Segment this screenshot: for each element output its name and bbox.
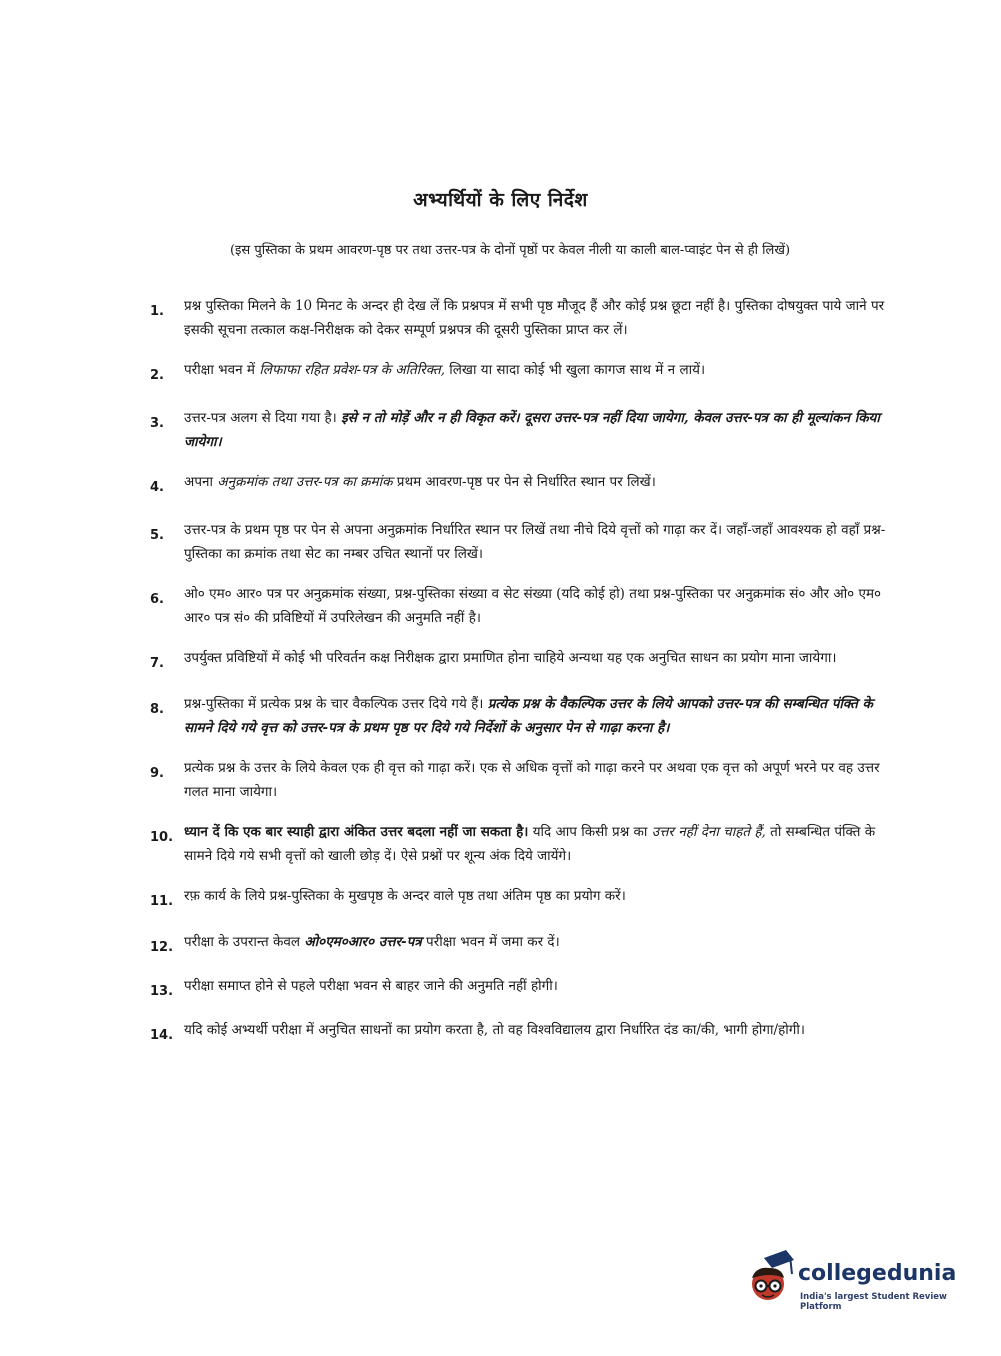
instruction-text: ध्यान दें कि एक बार स्याही द्वारा अंकित उत्तर बदला नहीं जा सकता है। यदि आप किसी प्रश्न का उत्तर नहीं देना चाहते हैं, तो सम्बन्धित पंक्ति के सामने दिये गये सभी वृत्तों को खाली छोड़ दें। ऐसे प्रश्नों पर शून्य अंक दिये जायेंगे। [184,824,876,864]
instruction-text: परीक्षा समाप्त होने से पहले परीक्षा भवन से बाहर जाने की अनुमति नहीं होगी। [184,978,558,994]
instruction-item [150,756,895,804]
instruction-text: उत्तर-पत्र के प्रथम पृष्ठ पर पेन से अपना अनुक्रमांक निर्धारित स्थान पर लिखें तथा नीचे दिये वृत्तों को गाढ़ा कर दें। जहाँ-जहाँ आवश्यक हो वहाँ प्रश्न-पुस्तिका का क्रमांक तथा सेट का नम्बर उचित स्थानों पर लिखें। [184,522,886,562]
instruction-number: 4. [150,480,164,495]
instruction-item [150,930,895,960]
instruction-item [150,974,895,1004]
instruction-item [150,884,895,914]
instruction-text: अपना अनुक्रमांक तथा उत्तर-पत्र का क्रमांक प्रथम आवरण-पृष्ठ पर पेन से निर्धारित स्थान पर लिखें। [184,474,656,490]
instruction-number: 9. [150,766,164,781]
instruction-text: परीक्षा के उपरान्त केवल ओ०एम०आर० उत्तर-पत्र परीक्षा भवन में जमा कर दें। [184,934,560,950]
page-title: अभ्यर्थियों के लिए निर्देश [413,189,588,211]
instruction-text: प्रश्न पुस्तिका मिलने के 10 मिनट के अन्दर ही देख लें कि प्रश्नपत्र में सभी पृष्ठ मौजूद हैं और कोई प्रश्न छूटा नहीं है। पुस्तिका दोषयुक्त पाये जाने पर इसकी सूचना तत्काल कक्ष-निरीक्षक को देकर सम्पूर्ण प्रश्नपत्र की दूसरी पुस्तिका प्राप्त कर लें। [184,298,885,338]
instruction-number: 6. [150,592,164,607]
logo-name: collegedunia [798,1261,957,1286]
instruction-item [150,1018,895,1048]
logo-tagline: India's largest Student Review Platform [800,1292,947,1312]
instruction-text: ओ० एम० आर० पत्र पर अनुक्रमांक संख्या, प्रश्न-पुस्तिका संख्या व सेट संख्या (यदि कोई हो) तथा प्रश्न-पुस्तिका पर अनुक्रमांक सं० और ओ० एम० आर० पत्र सं० की प्रविष्टियों में उपरिलेखन की अनुमति नहीं है। [184,586,882,626]
instruction-item [150,692,895,740]
instruction-item [150,470,895,500]
instruction-item [150,406,895,454]
instruction-text: प्रश्न-पुस्तिका में प्रत्येक प्रश्न के चार वैकल्पिक उत्तर दिये गये हैं। प्रत्येक प्रश्न के वैकल्पिक उत्तर के लिये आपको उत्तर-पत्र की सम्बन्धित पंक्ति के सामने दिये गये वृत्त को उत्तर-पत्र के प्रथम पृष्ठ पर दिये गये निर्देशों के अनुसार पेन से गाढ़ा करना है। [184,696,873,736]
instruction-number: 5. [150,528,164,543]
instruction-item [150,518,895,566]
instruction-item [150,294,895,342]
instruction-number: 3. [150,416,164,431]
instruction-text: उत्तर-पत्र अलग से दिया गया है। इसे न तो मोड़ें और न ही विकृत करें। दूसरा उत्तर-पत्र नहीं दिया जायेगा, केवल उत्तर-पत्र का ही मूल्यांकन किया जायेगा। [184,410,880,450]
instruction-text: उपर्युक्त प्रविष्टियों में कोई भी परिवर्तन कक्ष निरीक्षक द्वारा प्रमाणित होना चाहिये अन्यथा यह एक अनुचित साधन का प्रयोग माना जायेगा। [184,650,837,666]
instruction-item [150,582,895,630]
instruction-number: 1. [150,304,164,319]
instruction-text: परीक्षा भवन में लिफाफा रहित प्रवेश-पत्र के अतिरिक्त, लिखा या सादा कोई भी खुला कागज साथ में न लायें। [184,362,706,378]
instruction-number: 10. [150,830,174,845]
instruction-item [150,358,895,388]
instruction-text: प्रत्येक प्रश्न के उत्तर के लिये केवल एक ही वृत्त को गाढ़ा करें। एक से अधिक वृत्तों को गाढ़ा करने पर अथवा एक वृत्त को अपूर्ण भरने पर वह उत्तर गलत माना जायेगा। [184,760,880,800]
instruction-number: 14. [150,1028,174,1043]
instruction-number: 11. [150,894,174,909]
mascot-icon [742,1248,796,1316]
instruction-text: यदि कोई अभ्यर्थी परीक्षा में अनुचित साधनों का प्रयोग करता है, तो वह विश्वविद्यालय द्वारा निर्धारित दंड का/की, भागी होगा/होगी। [184,1022,805,1038]
instruction-text: रफ़ कार्य के लिये प्रश्न-पुस्तिका के मुखपृष्ठ के अन्दर वाले पृष्ठ तथा अंतिम पृष्ठ का प्रयोग करें। [184,888,626,904]
instruction-list [150,294,895,1048]
collegedunia-logo [742,1248,970,1318]
instruction-number: 13. [150,984,174,999]
instruction-number: 7. [150,656,164,671]
page-subtitle: (इस पुस्तिका के प्रथम आवरण-पृष्ठ पर तथा उत्तर-पत्र के दोनों पृष्ठों पर केवल नीली या काली बाल-प्वाइंट पेन से ही लिखें) [229,243,791,258]
instruction-number: 8. [150,702,164,717]
instruction-item [150,646,895,676]
instruction-number: 2. [150,368,164,383]
instruction-item [150,820,895,868]
instruction-number: 12. [150,940,174,955]
